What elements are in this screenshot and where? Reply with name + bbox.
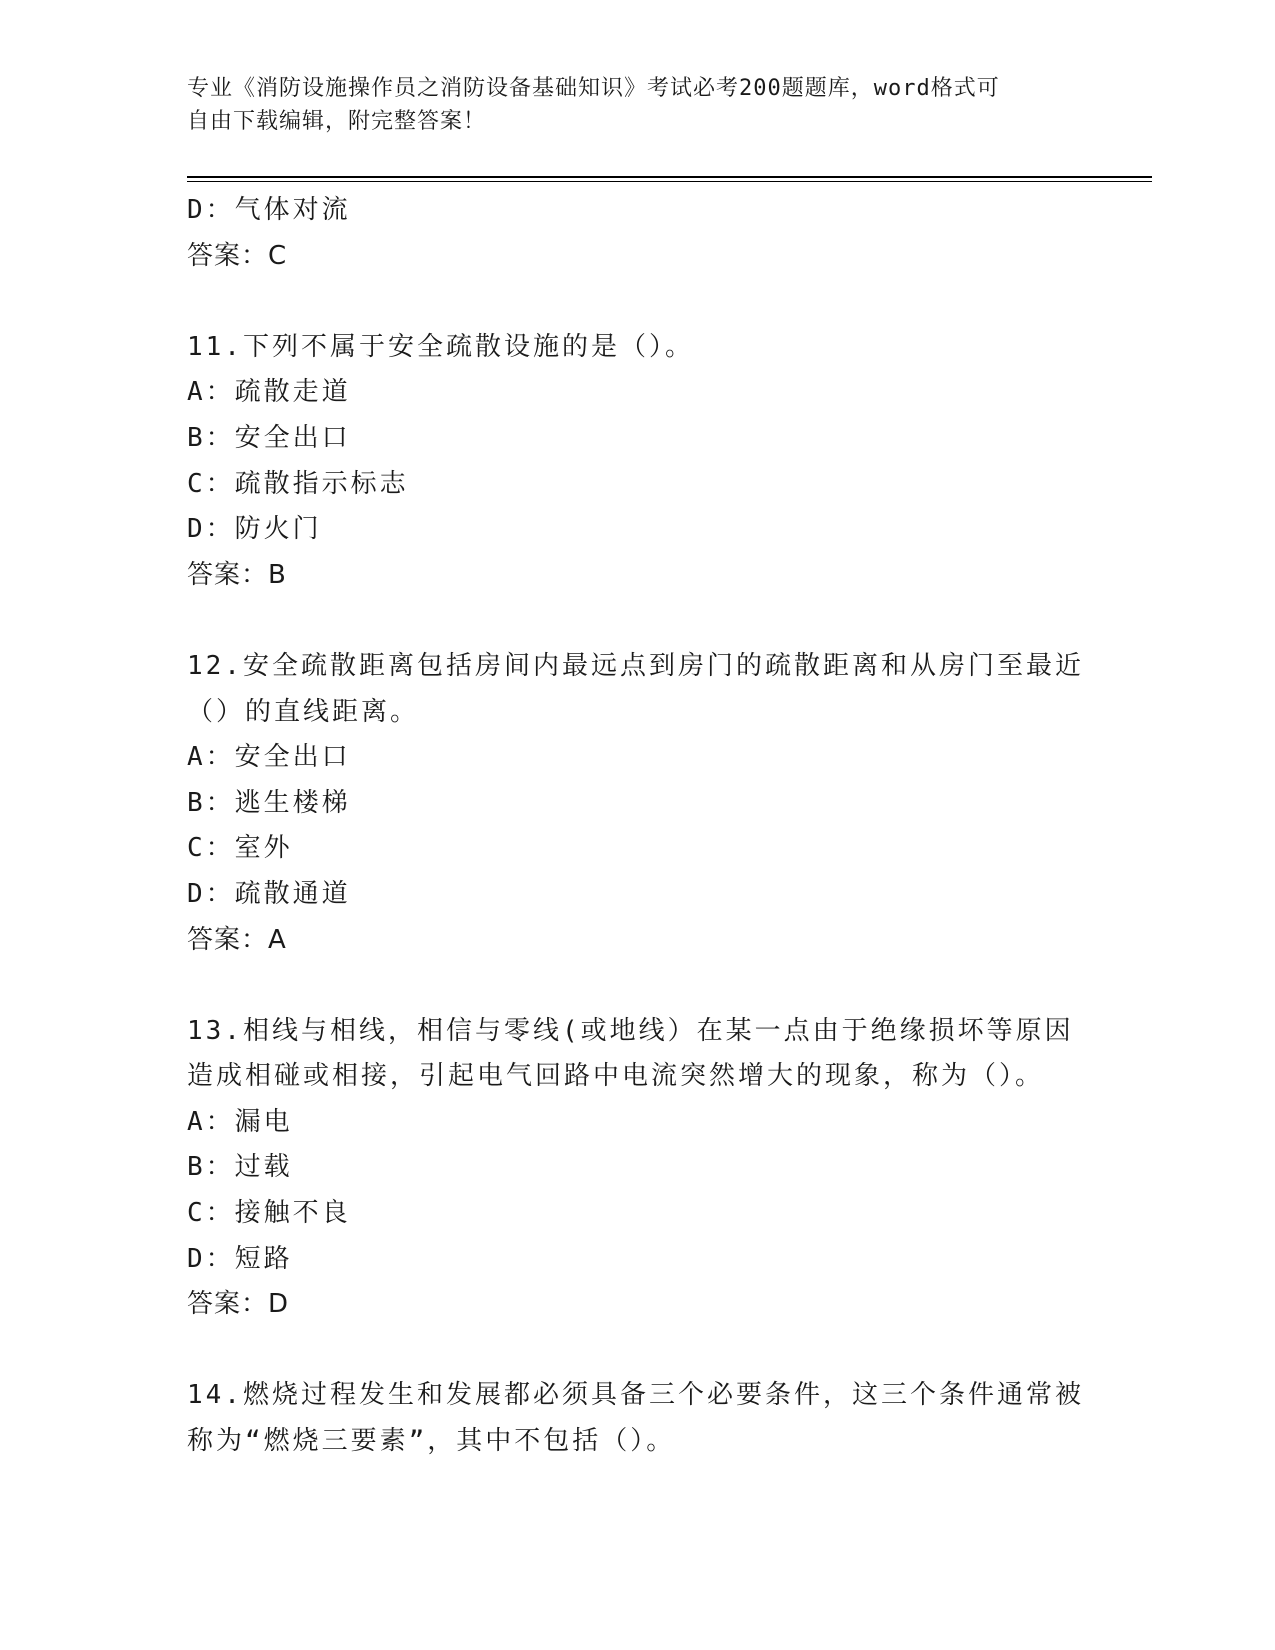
- header-divider-thick: [187, 176, 1152, 178]
- document-header: [187, 72, 1067, 138]
- question-text-line-1: 13.相线与相线，相信与零线(或地线）在某一点由于绝缘损坏等原因: [187, 1015, 1074, 1046]
- question-text-line-1: 12.安全疏散距离包括房间内最远点到房门的疏散距离和从房门至最近: [187, 650, 1084, 681]
- option-b: B：过载: [187, 1152, 293, 1183]
- option-c: C：疏散指示标志: [187, 468, 409, 499]
- answer: 答案：B: [187, 559, 287, 590]
- question-text: 11.下列不属于安全疏散设施的是（）。: [187, 331, 694, 362]
- option-a: A：漏电: [187, 1106, 293, 1137]
- option-a: A：疏散走道: [187, 377, 351, 408]
- option-a: A：安全出口: [187, 742, 351, 773]
- spacer: [187, 598, 1087, 644]
- option-d: D：疏散通道: [187, 878, 351, 909]
- prev-answer: 答案：C: [187, 240, 288, 271]
- option-d: D：短路: [187, 1243, 293, 1274]
- option-d: D：防火门: [187, 514, 322, 545]
- header-line-2: 自由下载编辑，附完整答案！: [187, 109, 487, 134]
- answer: 答案：A: [187, 924, 287, 955]
- question-11: [187, 325, 1087, 599]
- question-text-line-1: 14.燃烧过程发生和发展都必须具备三个必要条件，这三个条件通常被: [187, 1380, 1084, 1411]
- header-divider-thin: [187, 181, 1152, 182]
- spacer: [187, 1328, 1087, 1374]
- header-line-1: 专业《消防设施操作员之消防设备基础知识》考试必考200题题库，word格式可: [187, 76, 1000, 101]
- option-b: B：安全出口: [187, 422, 351, 453]
- spacer: [187, 963, 1087, 1009]
- question-13: [187, 1009, 1087, 1328]
- question-12: [187, 644, 1087, 963]
- spacer: [187, 279, 1087, 325]
- answer: 答案：D: [187, 1289, 290, 1320]
- question-14: [187, 1373, 1087, 1464]
- prev-option-d: D：气体对流: [187, 195, 351, 225]
- question-text-line-2: （）的直线距离。: [187, 696, 420, 727]
- option-c: C：接触不良: [187, 1198, 351, 1229]
- option-c: C：室外: [187, 833, 293, 864]
- question-list: [187, 188, 1087, 1465]
- question-text-line-2: 称为“燃烧三要素”，其中不包括（）。: [187, 1426, 676, 1457]
- option-b: B：逃生楼梯: [187, 787, 351, 818]
- question-text-line-2: 造成相碰或相接，引起电气回路中电流突然增大的现象，称为（）。: [187, 1061, 1045, 1092]
